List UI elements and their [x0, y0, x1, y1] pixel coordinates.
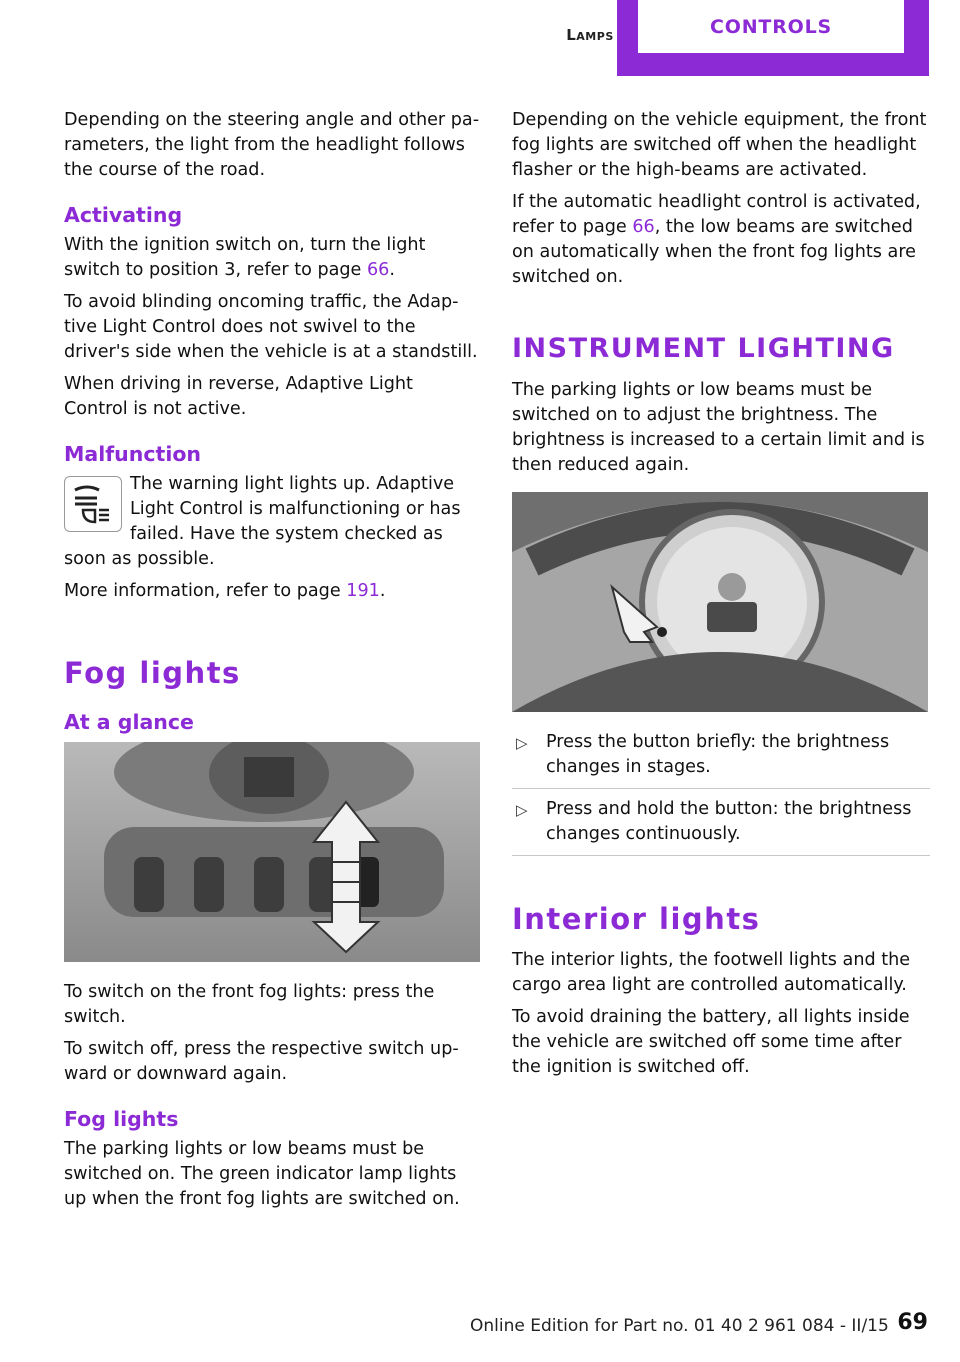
chapter-tab-label: CONTROLS: [710, 15, 832, 38]
fog-paragraph-2: To switch off, press the respective switch up‐ward or downward again.: [64, 1039, 459, 1084]
fog-lights-subheading: Fog lights: [64, 1107, 179, 1131]
malfunction-text-end: .: [379, 581, 386, 601]
instrument-cluster-photo: [512, 492, 928, 712]
intro-paragraph: Depending on the steering angle and other pa‐rameters, the light from the headlight follows the course of the road.: [64, 110, 480, 180]
malfunction-paragraph-1: The warning light lights up. Adaptive Light Control is malfunctioning or has failed. Have the system checked as soon as possible.: [64, 474, 461, 569]
fog-light-switch-photo: [64, 742, 480, 962]
malfunction-text: More information, refer to page: [64, 581, 347, 601]
activating-heading: Activating: [64, 203, 183, 227]
instrument-bullet-list: [512, 730, 930, 856]
right-paragraph-2: [512, 190, 930, 290]
chapter-tab-inner: [638, 0, 904, 53]
activating-paragraph-1: [64, 233, 482, 283]
right-paragraph-1: Depending on the vehicle equipment, the front fog lights are switched off when the headlight flasher or the high-beams are activated.: [512, 110, 927, 180]
right-column: [512, 108, 930, 1087]
activating-text-end: .: [389, 260, 395, 280]
triangle-bullet-icon: ▷: [516, 801, 528, 819]
fog-lights-heading: Fog lights: [64, 656, 241, 690]
bullet-text-2: Press and hold the button: the brightness changes continuously.: [546, 799, 912, 844]
malfunction-block: [64, 472, 482, 572]
list-item: [512, 797, 930, 856]
activating-paragraph-2: To avoid blinding oncoming traffic, the Adap‐tive Light Control does not swivel to the driver's side when the vehicle is at a standstill.: [64, 292, 478, 362]
interior-paragraph-1: The interior lights, the footwell lights and the cargo area light are controlled automatically.: [512, 950, 911, 995]
page-link-66-right[interactable]: 66: [632, 217, 655, 237]
at-a-glance-heading: At a glance: [64, 710, 194, 734]
page-link-66[interactable]: 66: [366, 260, 390, 280]
adaptive-light-warning-icon: [64, 476, 122, 532]
activating-paragraph-3: When driving in reverse, Adaptive Light Control is not active.: [64, 374, 413, 419]
right-text-end: , the low beams are switched on automatically when the front fog lights are switched on.: [512, 217, 916, 287]
bullet-text-1: Press the button briefly: the brightness changes in stages.: [546, 732, 890, 777]
right-text: If the automatic headlight control is activated, refer to page: [512, 192, 921, 237]
fog-paragraph-1: To switch on the front fog lights: press the switch.: [64, 982, 435, 1027]
left-column: [64, 108, 482, 1219]
malfunction-paragraph-2: [64, 579, 482, 604]
chapter-tab[interactable]: [617, 0, 929, 76]
page-number: 69: [897, 1310, 928, 1335]
fog-paragraph-3: The parking lights or low beams must be switched on. The green indicator lamp lights up when the front fog lights are switched on.: [64, 1139, 460, 1209]
malfunction-heading: Malfunction: [64, 442, 202, 466]
instrument-paragraph: The parking lights or low beams must be switched on to adjust the brightness. The brightness is increased to a certain limit and is then reduced again.: [512, 380, 925, 475]
section-tab-lamps[interactable]: Lamps: [566, 26, 614, 44]
footer-edition-text: Online Edition for Part no. 01 40 2 961 084 - II/15: [470, 1316, 889, 1336]
list-item: [512, 730, 930, 789]
interior-paragraph-2: To avoid draining the battery, all lights inside the vehicle are switched off some time after the ignition is switched off.: [512, 1007, 910, 1077]
page-link-191[interactable]: 191: [346, 581, 380, 601]
activating-text: With the ignition switch on, turn the light switch to position 3, refer to page: [64, 235, 426, 280]
instrument-lighting-heading: INSTRUMENT LIGHTING: [512, 333, 895, 364]
interior-lights-heading: Interior lights: [512, 902, 761, 936]
triangle-bullet-icon: ▷: [516, 734, 528, 752]
